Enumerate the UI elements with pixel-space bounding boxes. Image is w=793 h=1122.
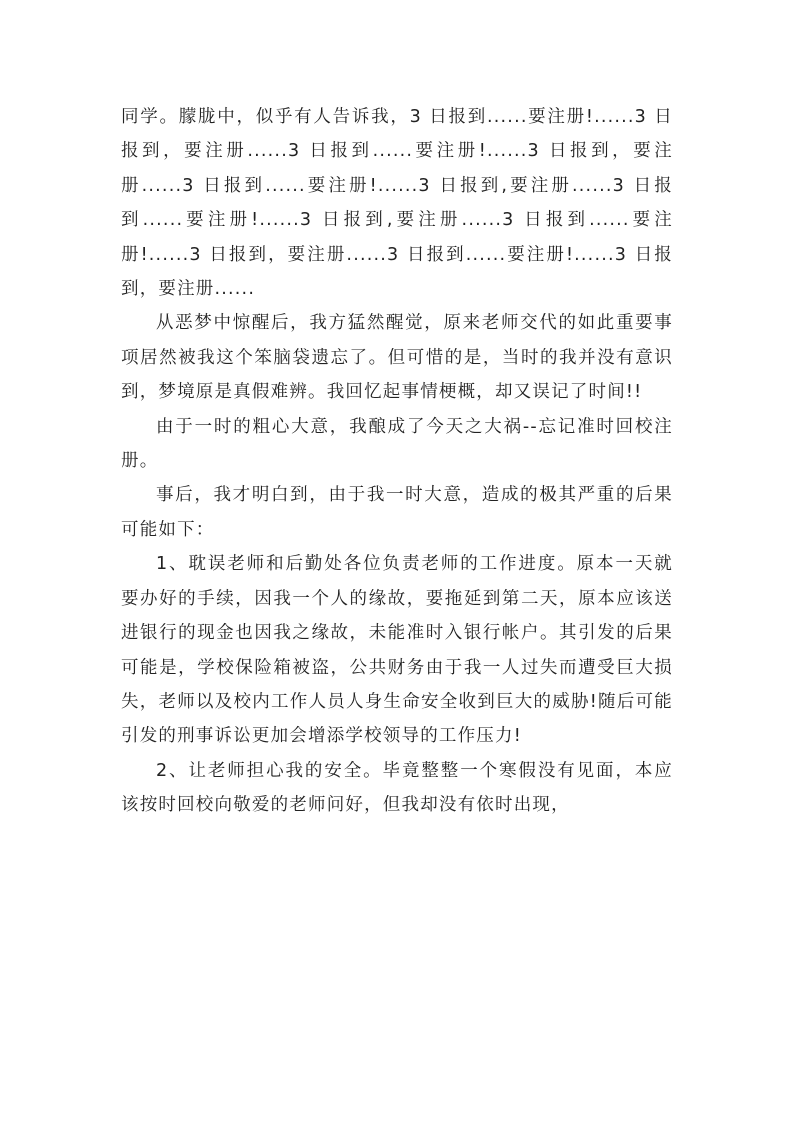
document-body	[121, 100, 673, 823]
paragraph: 由于一时的粗心大意，我酿成了今天之大祸--忘记准时回校注册。	[121, 416, 673, 472]
paragraph: 2、让老师担心我的安全。毕竟整整一个寒假没有见面，本应该按时回校向敬爱的老师问好，但我却没有依时出现，	[121, 760, 673, 816]
paragraph: 1、耽误老师和后勤处各位负责老师的工作进度。原本一天就要办好的手续，因我一个人的缘故，要拖延到第二天，原本应该送进银行的现金也因我之缘故，未能准时入银行帐户。其引发的后果可能是，学校保险箱被盗，公共财务由于我一人过失而遭受巨大损失，老师以及校内工作人员人身生命安全收到巨大的威胁!随后可能引发的刑事诉讼更加会增添学校领导的工作压力!	[121, 554, 673, 747]
paragraph: 从恶梦中惊醒后，我方猛然醒觉，原来老师交代的如此重要事项居然被我这个笨脑袋遗忘了。但可惜的是，当时的我并没有意识到，梦境原是真假难辨。我回忆起事情梗概，却又误记了时间!!	[121, 313, 673, 403]
paragraph: 事后，我才明白到，由于我一时大意，造成的极其严重的后果可能如下：	[121, 485, 673, 540]
paragraph: 同学。朦胧中，似乎有人告诉我，3 日报到......要注册!......3 日报到，要注册......3 日报到......要注册!......3 日报到，要注册......3 日报到......要注册!......3 日报到,要注册......3 日报到......要注册!......3 日报到,要注册......3 日报到......要注册!......3 日报到，要注册......3 日报到......要注册!......3 日报到，要注册......	[121, 107, 673, 300]
